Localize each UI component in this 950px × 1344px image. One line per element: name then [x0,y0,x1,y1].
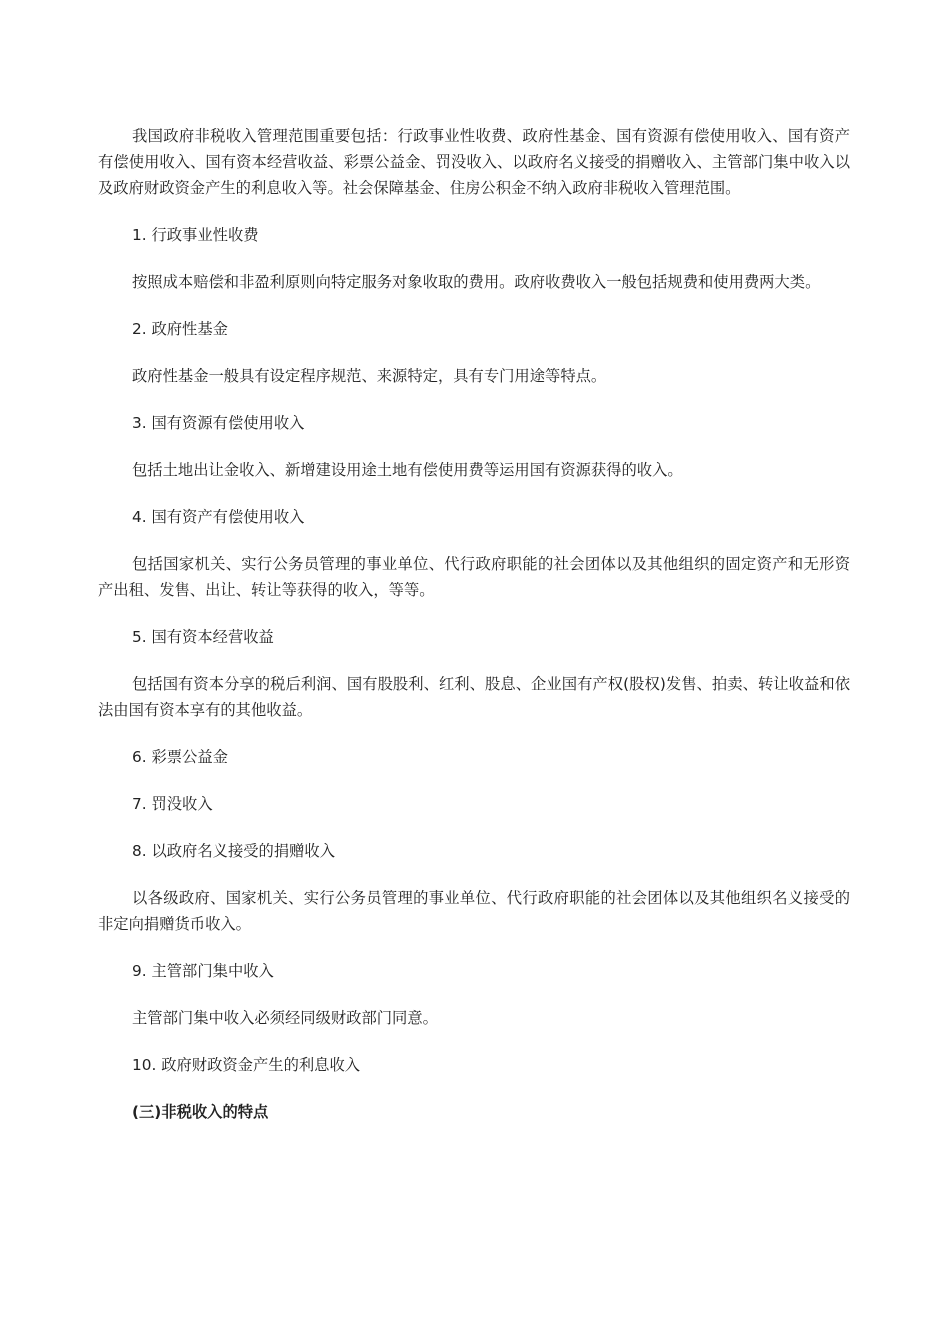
item-body-8: 以各级政府、国家机关、实行公务员管理的事业单位、代行政府职能的社会团体以及其他组织名义接受的非定向捐赠货币收入。 [98,889,850,933]
item-body-4: 包括国家机关、实行公务员管理的事业单位、代行政府职能的社会团体以及其他组织的固定资产和无形资产出租、发售、出让、转让等获得的收入，等等。 [98,555,850,599]
item-body-3: 包括土地出让金收入、新增建设用途土地有偿使用费等运用国有资源获得的收入。 [132,461,683,479]
item-heading-9: 9. 主管部门集中收入 [132,962,274,980]
item-body-5: 包括国有资本分享的税后利润、国有股股利、红利、股息、企业国有产权(股权)发售、拍卖、转让收益和依法由国有资本享有的其他收益。 [98,675,850,719]
item-heading-1: 1. 行政事业性收费 [132,226,259,244]
item-body-9: 主管部门集中收入必须经同级财政部门同意。 [132,1009,438,1027]
item-body-1: 按照成本赔偿和非盈利原则向特定服务对象收取的费用。政府收费收入一般包括规费和使用费两大类。 [132,273,821,291]
item-heading-10: 10. 政府财政资金产生的利息收入 [132,1056,361,1074]
document-body [98,123,850,1146]
item-heading-7: 7. 罚没收入 [132,795,213,813]
section-heading: (三)非税收入的特点 [132,1103,269,1121]
item-heading-8: 8. 以政府名义接受的捐赠收入 [132,842,336,860]
item-heading-6: 6. 彩票公益金 [132,748,228,766]
item-heading-4: 4. 国有资产有偿使用收入 [132,508,305,526]
item-heading-5: 5. 国有资本经营收益 [132,628,274,646]
item-heading-3: 3. 国有资源有偿使用收入 [132,414,305,432]
intro-paragraph: 我国政府非税收入管理范围重要包括：行政事业性收费、政府性基金、国有资源有偿使用收入、国有资产有偿使用收入、国有资本经营收益、彩票公益金、罚没收入、以政府名义接受的捐赠收入、主管部门集中收入以及政府财政资金产生的利息收入等。社会保障基金、住房公积金不纳入政府非税收入管理范围。 [98,127,850,197]
item-heading-2: 2. 政府性基金 [132,320,228,338]
item-body-2: 政府性基金一般具有设定程序规范、来源特定，具有专门用途等特点。 [132,367,607,385]
